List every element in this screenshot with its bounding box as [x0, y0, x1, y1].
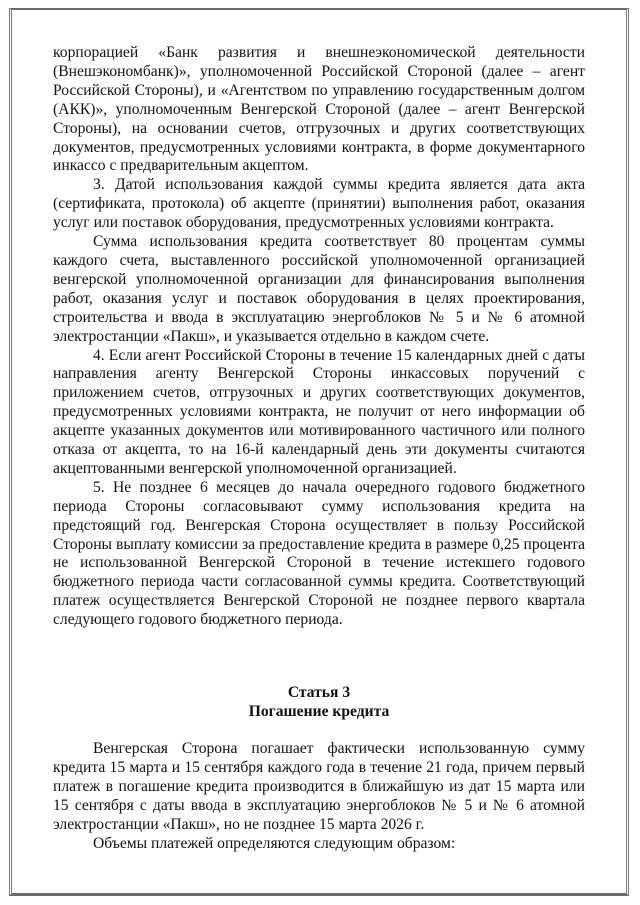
article-title: Погашение кредита	[248, 703, 390, 720]
paragraph-continuation: корпорацией «Банк развития и внешнеэкономической деятельности (Внешэкономбанк)», уполномоченной Российской Стороной (далее – агент Российской Стороны), и «Агентством по управлению государственным долгом (АКК)», уполномоченным Венгерской Стороной (далее – агент Венгерской Стороны), на основании счетов, отгрузочных и других соответствующих документов, предусмотренных условиями контракта, в форме документарного инкассо с предварительным акцептом.	[53, 44, 585, 175]
paragraph-clause-4: 4. Если агент Российской Стороны в течение 15 календарных дней с даты направления агенту Венгерской Стороны инкассовых поручений с приложением счетов, отгрузочных и других соответствующих документов, предусмотренных условиями контракта, не получит от него информации об акцепте указанных документов или мотивированного частичного или полного отказа от акцепта, то на 16-й календарный день эти документы считаются акцептованными венгерской уполномоченной организацией.	[53, 346, 585, 477]
article-number: Статья 3	[287, 684, 351, 701]
document-body-top	[53, 44, 585, 630]
paragraph-payment-volumes: Объемы платежей определяются следующим образом:	[93, 834, 456, 852]
paragraph-clause-3: 3. Датой использования каждой суммы кредита является дата акта (сертификата, протокола) об акцепте (принятии) выполнения работ, оказания услуг или поставок оборудования, предусмотренных условиями контракта.	[53, 176, 585, 232]
paragraph-clause-5: 5. Не позднее 6 месяцев до начала очередного годового бюджетного периода Стороны согласовывают сумму использования кредита на предстоящий год. Венгерская Сторона осуществляет в пользу Российской Стороны выплату комиссии за предоставление кредита в размере 0,25 процента не использованной Венгерской Стороной в течение истекшего годового бюджетного периода части согласованной суммы кредита. Соответствующий платеж осуществляется Венгерской Стороной не позднее первого квартала следующего годового бюджетного периода.	[53, 478, 585, 629]
paragraph-repayment: Венгерская Сторона погашает фактически использованную сумму кредита 15 марта и 15 сентября каждого года в течение 21 года, причем первый платеж в погашение кредита производится в ближайшую из дат 15 марта или 15 сентября с даты ввода в эксплуатацию энергоблоков № 5 и № 6 атомной электростанции «Пакш», но не позднее 15 марта 2026 г.	[53, 740, 585, 833]
paragraph-credit-amount: Сумма использования кредита соответствует 80 процентам суммы каждого счета, выставленного российской уполномоченной организацией венгерской уполномоченной организации для финансирования выполнения работ, оказания услуг и поставок оборудования в целях проектирования, строительства и ввода в эксплуатацию энергоблоков № 5 и № 6 атомной электростанции «Пакш», и указывается отдельно в каждом счете.	[53, 233, 585, 345]
document-body-bottom	[53, 740, 585, 853]
